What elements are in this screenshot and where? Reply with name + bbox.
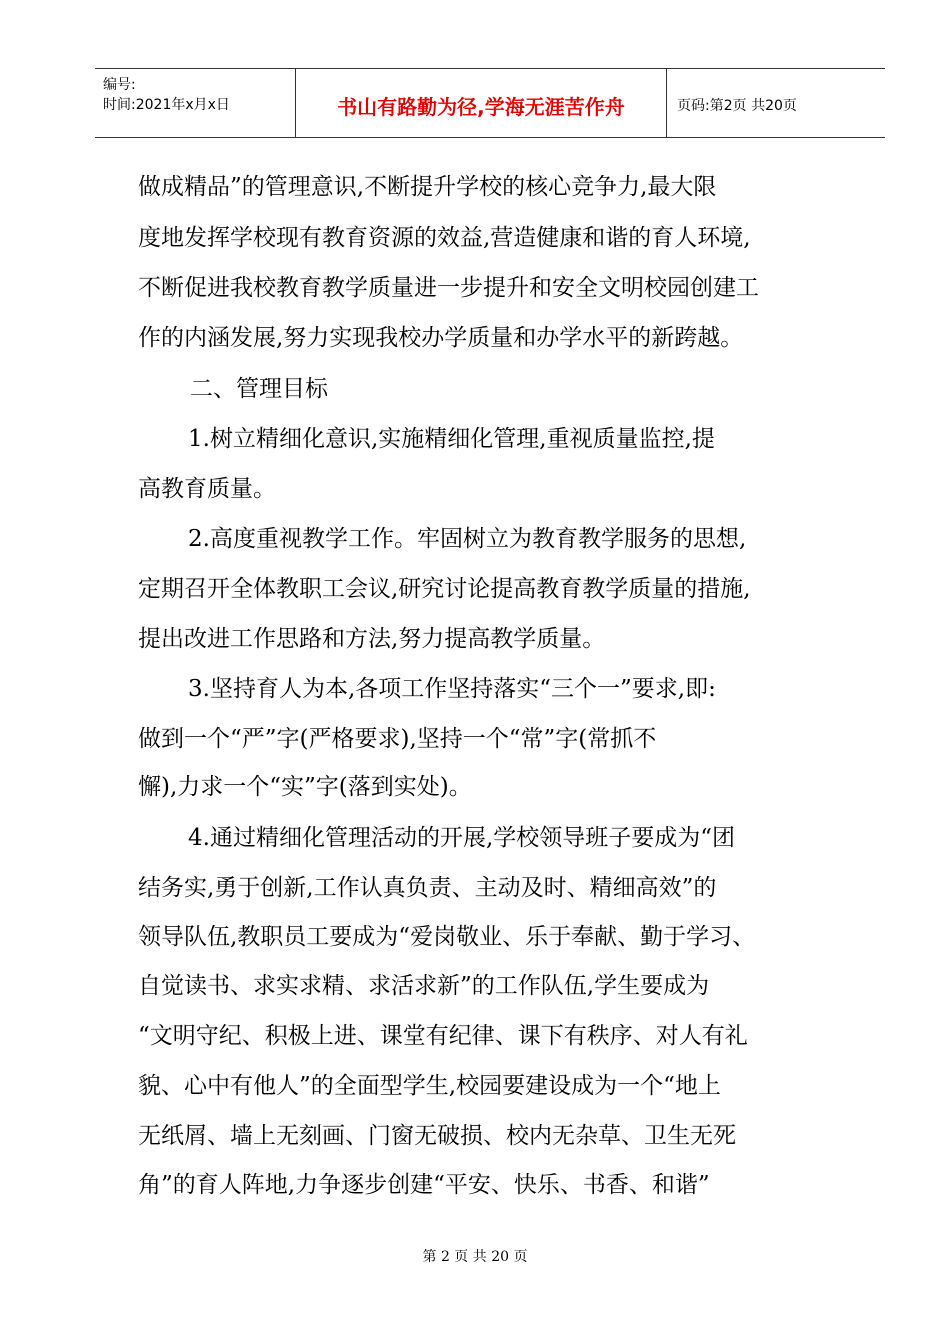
body-line: 无纸屑、墙上无刻画、门窗无破损、校内无杂草、卫生无死	[138, 1123, 736, 1149]
body-line: 4.通过精细化管理活动的开展,学校领导班子要成为“团	[188, 825, 736, 851]
header-motto-cell	[295, 69, 667, 137]
header-motto: 书山有路勤为径,学海无涯苦作舟	[337, 95, 625, 119]
body-line: 3.坚持育人为本,各项工作坚持落实“三个一”要求,即:	[188, 676, 716, 702]
body-line: 貌、心中有他人”的全面型学生,校园要建设成为一个“地上	[138, 1073, 721, 1099]
body-line: 2.高度重视教学工作。牢固树立为教育教学服务的思想,	[188, 526, 747, 552]
body-line: 作的内涵发展,努力实现我校办学质量和办学水平的新跨越。	[138, 325, 744, 351]
page-footer: 第 2 页 共 20 页	[422, 1249, 528, 1265]
body-line: 角”的育人阵地,力争逐步创建“平安、快乐、书香、和谐”	[138, 1172, 710, 1198]
body-line: 懈),力求一个“实”字(落到实处)。	[138, 774, 472, 800]
body-line: 领导队伍,教职员工要成为“爱岗敬业、乐于奉献、勤于学习、	[138, 924, 756, 950]
body-line: 1.树立精细化意识,实施精细化管理,重视质量监控,提	[188, 426, 715, 452]
document-number-label: 编号:	[103, 77, 136, 93]
header-page-info: 页码:第2页 共20页	[677, 98, 797, 114]
document-date: 时间:2021年x月x日	[103, 97, 230, 113]
body-line: 定期召开全体教职工会议,研究讨论提高教育教学质量的措施,	[138, 576, 751, 602]
header-info-cell	[95, 69, 295, 137]
body-line: 自觉读书、求实求精、求活求新”的工作队伍,学生要成为	[138, 973, 710, 999]
section-heading: 二、管理目标	[190, 376, 328, 402]
body-line: 不断促进我校教育教学质量进一步提升和安全文明校园创建工	[138, 275, 759, 301]
body-line: 高教育质量。	[138, 476, 276, 502]
body-line: “文明守纪、积极上进、课堂有纪律、课下有秩序、对人有礼	[138, 1023, 748, 1049]
body-line: 做成精品”的管理意识,不断提升学校的核心竞争力,最大限	[138, 174, 717, 200]
body-line: 做到一个“严”字(严格要求),坚持一个“常”字(常抓不	[138, 726, 657, 752]
page-header	[95, 68, 885, 138]
body-line: 提出改进工作思路和方法,努力提高教学质量。	[138, 626, 606, 652]
body-line: 结务实,勇于创新,工作认真负责、主动及时、精细高效”的	[138, 875, 717, 901]
header-page-cell	[667, 69, 885, 137]
body-line: 度地发挥学校现有教育资源的效益,营造健康和谐的育人环境,	[138, 225, 751, 251]
